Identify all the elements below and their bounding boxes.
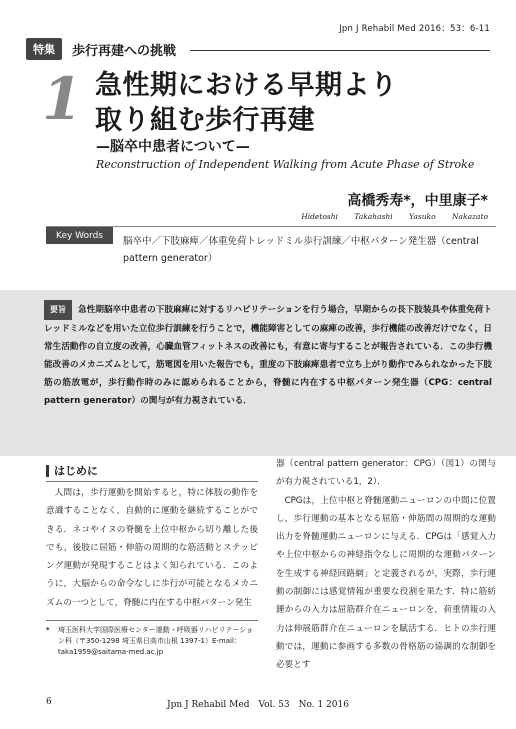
keywords-label: Key Words (46, 227, 113, 244)
feature-heading (26, 38, 176, 60)
title-line-1: 急性期における早期より (95, 70, 398, 101)
footnote-text: 埼玉医科大学国際医療センター運動・呼吸器リハビリテーション科（〒350-1298 埼玉県日高市山根 1397-1）E-mail：taka1959@saitama-med.ac.jp (58, 626, 254, 656)
feature-rule (190, 50, 490, 51)
article-title (95, 68, 495, 138)
right-column (276, 455, 496, 675)
footnote-marker: * (46, 626, 50, 634)
intro-paragraph-right-2: CPGは，上位中枢と脊髄運動ニューロンの中間に位置し，歩行運動の基本となる屈筋・伸筋間の周期的な運動出力を脊髄運動ニューロンに与える．CPGは「感覚入力や上位中枢からの神経指令なしに周期的な運動パターンを生成する神経回路網」と定義されるが，実際，歩行運動の制御には感覚情報が重要な役割を果たす．特に筋紡錘からの入力は屈筋群介在ニューロンを，荷重情報の入力は伸展筋群介在ニューロンを賦活する．ヒトの歩行運動では，運動に参画する多数の骨格筋の協調的な制御を必要とす (276, 495, 496, 671)
keywords-box (46, 226, 496, 267)
page-number: 6 (46, 697, 52, 707)
intro-paragraph-left: 人間は，歩行運動を開始すると，特に体肢の動作を意識することなく，自動的に運動を継続することができる．ネコやイヌの脊髄を上位中枢から切り離した後でも，後肢に屈筋・伸筋の周期的な筋活動とステッピング運動が発現することはよく知られている．このように，大脳からの命令なしに歩行が可能となるメカニズムの一つとして，脊髄に内在する中枢パターン発生 (46, 488, 258, 608)
authors (301, 190, 488, 221)
journal-reference: Jpn J Rehabil Med 2016；53：6-11 (339, 24, 490, 34)
abstract-label: 要旨 (44, 300, 72, 320)
footer-journal: Jpn J Rehabil Med Vol. 53 No. 1 2016 (167, 700, 349, 710)
feature-tag: 特集 (26, 38, 62, 60)
affiliation-footnote (46, 620, 258, 658)
left-column (46, 484, 258, 612)
article-subtitle: —脳卒中患者について— (96, 139, 250, 155)
authors-japanese: 高橋秀寿*，中里康子* (347, 193, 488, 209)
authors-english: Hidetoshi Takahashi Yasuko Nakazato (301, 212, 488, 221)
keywords-text: 脳卒中／下肢麻痺／体重免荷トレッドミル歩行訓練／中枢パターン発生器（central pattern generator） (123, 236, 479, 264)
intro-paragraph-right-1: 器（central pattern generator：CPG）（図1）の関与が有力視されている1，2）． (276, 459, 496, 488)
title-line-2: 取り組む歩行再建 (95, 105, 315, 136)
abstract-box (0, 290, 516, 456)
abstract-text: 急性期脳卒中患者の下肢麻痺に対するリハビリテーションを行う場合，早期からの長下肢装具や体重免荷トレッドミルなどを用いた立位歩行訓練を行うことで，機能障害としての麻痺の改善，歩行機能の改善だけでなく，日常生活動作の自立度の改善，心臓血管フィットネスの改善にも，有意に寄与することが報告されている．この歩行機能改善のメカニズムとして，筋電図を用いた報告でも，重度の下肢麻痺患者で立ち上がり動作でみられなかった下肢筋の筋放電が，歩行動作時のみに認められることから，脊髄に内在する中枢パターン発生器（CPG：central pattern generator）の関与が有力視されている． (44, 305, 492, 406)
article-number: 1 (42, 65, 83, 133)
abstract-body (44, 300, 492, 410)
section-title: はじめに (54, 464, 98, 478)
english-title: Reconstruction of Independent Walking from Acute Phase of Stroke (96, 158, 475, 171)
feature-title: 歩行再建への挑戦 (72, 43, 177, 59)
section-heading-intro (46, 458, 258, 482)
heading-bar (46, 465, 49, 477)
